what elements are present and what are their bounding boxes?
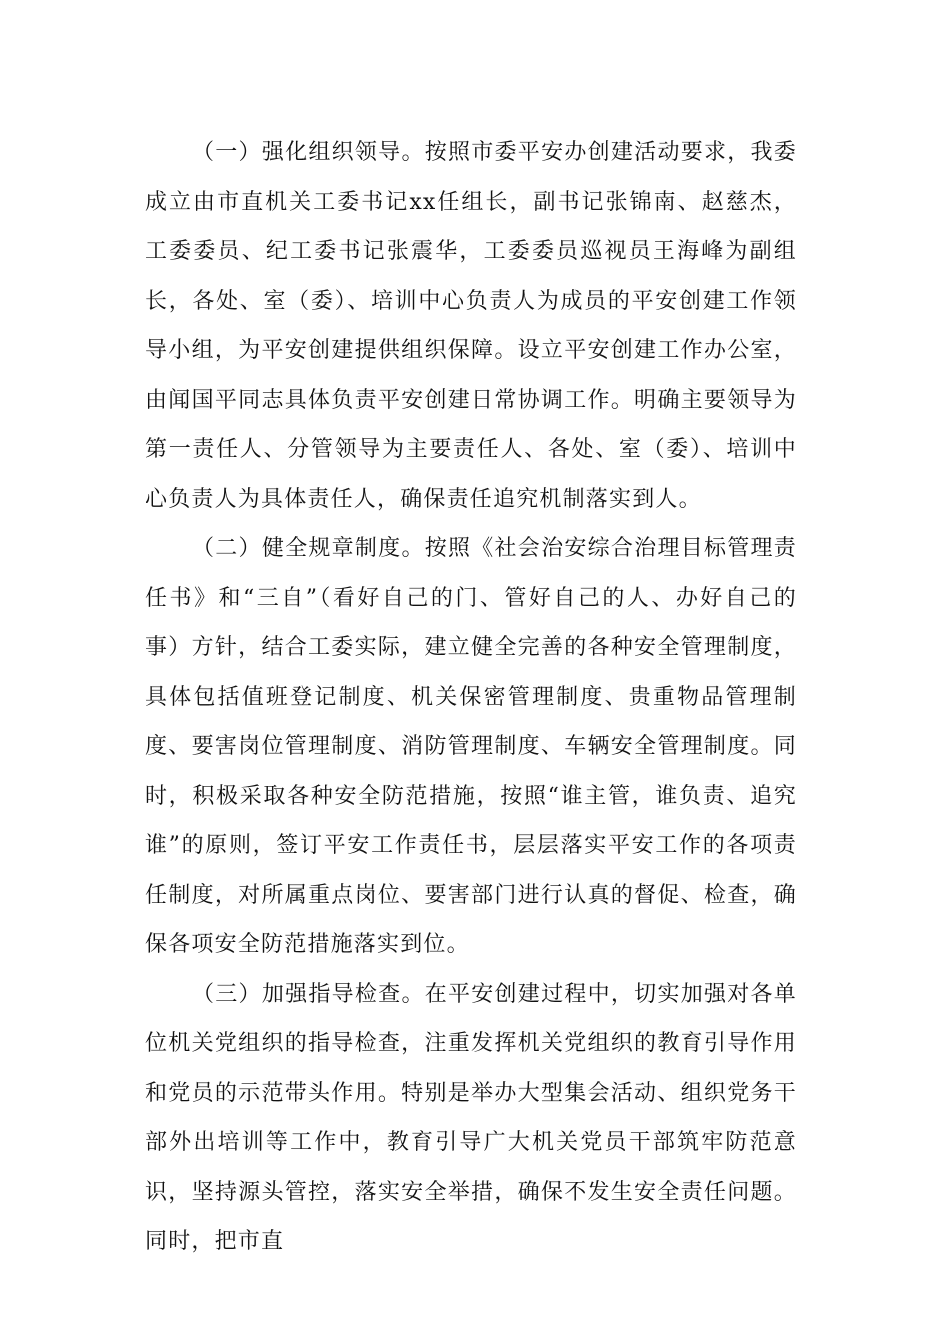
paragraph-guidance-inspection: （三）加强指导检查。在平安创建过程中，切实加强对各单位机关党组织的指导检查，注重发挥机关党组织的教育引导作用和党员的示范带头作用。特别是举办大型集会活动、组织党务干部外出培训等工作中，教育引导广大机关党员干部筑牢防范意识，坚持源头管控，落实安全举措，确保不发生安全责任问题。同时，把市直 — [145, 981, 797, 1254]
paragraph-organization-leadership: （一）强化组织领导。按照市委平安办创建活动要求，我委成立由市直机关工委书记xx任组长，副书记张锦南、赵慈杰，工委委员、纪工委书记张震华，工委委员巡视员王海峰为副组长，各处、室（委）、培训中心负责人为成员的平安创建工作领导小组，为平安创建提供组织保障。设立平安创建工作办公室，由闻国平同志具体负责平安创建日常协调工作。明确主要领导为第一责任人、分管领导为主要责任人、各处、室（委）、培训中心负责人为具体责任人，确保责任追究机制落实到人。 — [145, 140, 797, 512]
paragraph-rules-system: （二）健全规章制度。按照《社会治安综合治理目标管理责任书》和“三自”（看好自己的门、管好自己的人、办好自己的事）方针，结合工委实际，建立健全完善的各种安全管理制度，具体包括值班登记制度、机关保密管理制度、贵重物品管理制度、要害岗位管理制度、消防管理制度、车辆安全管理制度。同时，积极采取各种安全防范措施，按照“谁主管，谁负责、追究谁”的原则，签订平安工作责任书，层层落实平安工作的各项责任制度，对所属重点岗位、要害部门进行认真的督促、检查，确保各项安全防范措施落实到位。 — [145, 536, 797, 957]
document-body — [145, 128, 797, 1267]
